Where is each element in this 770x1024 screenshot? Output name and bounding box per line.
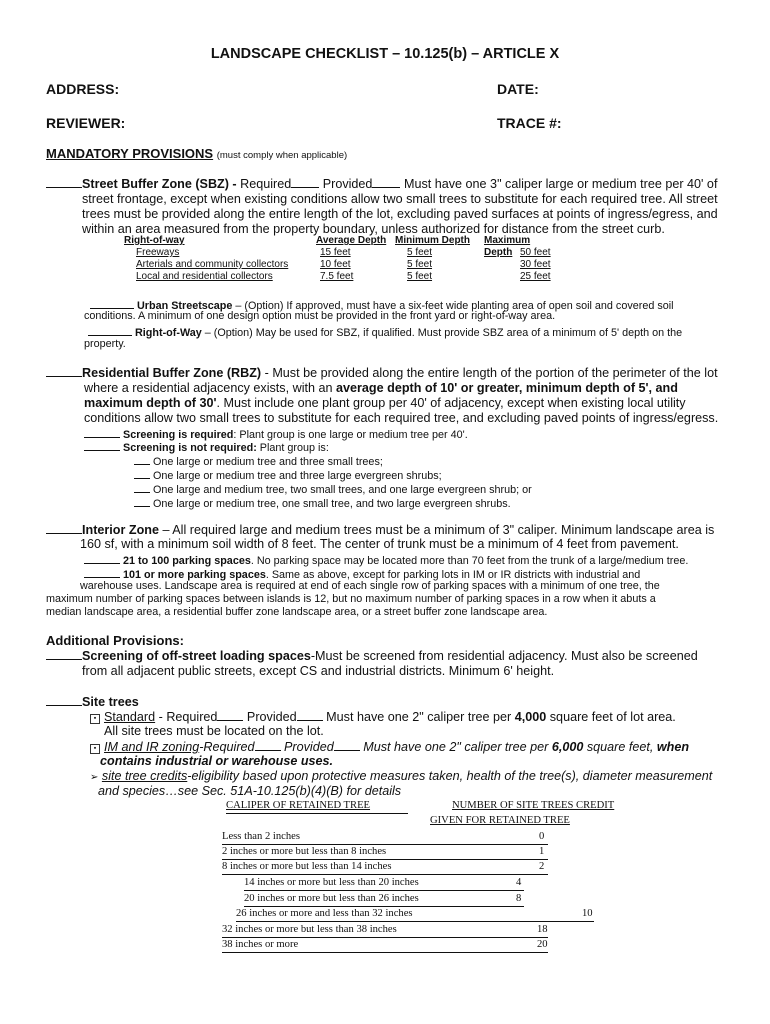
rbz-title: Residential Buffer Zone (RBZ): [82, 366, 262, 380]
rbz-screening-required: Screening is required: Plant group is one large or medium tree per 40'.: [84, 426, 468, 442]
urban-check-blank[interactable]: [90, 297, 134, 309]
im-provided-blank[interactable]: [334, 739, 360, 751]
interior-line2: 160 sf, with a minimum soil width of 8 feet. The center of trunk must be a minimum of 4 feet from pavement.: [80, 537, 679, 551]
table-cell: 5 feet: [407, 259, 433, 270]
sbz-line1: Street Buffer Zone (SBZ) - Required Provided Must have one 3" caliper large or medium tree per 40' of: [46, 176, 717, 193]
row-rule: [222, 952, 548, 953]
table-header: Average Depth: [316, 235, 387, 246]
sbz-text: Must have one 3" caliper large or medium tree per 40' of: [403, 177, 718, 191]
checkbox-icon[interactable]: ▪: [90, 714, 100, 724]
credit-row-value: 0: [539, 831, 545, 842]
row-rule: [244, 906, 524, 907]
sbz-line2: street frontage, except when existing conditions allow two small trees to substitute for each required tree. All street: [82, 192, 718, 206]
trace-label: TRACE #:: [497, 115, 562, 131]
interior-p5: median landscape area, a residential buffer zone landscape area, or a street buffer zone landscape area.: [46, 606, 548, 618]
table-cell: 50 feet: [520, 247, 551, 258]
additional-heading: Additional Provisions:: [46, 633, 184, 648]
arrow-bullet-icon: ➢: [90, 772, 99, 783]
site-trees-title: Site trees: [82, 695, 139, 709]
parking-101-plus-blank[interactable]: [84, 566, 120, 578]
date-label: DATE:: [497, 81, 539, 97]
interior-p3: warehouse uses. Landscape area is required at end of each single row of parking spaces with a minimum of one tree, the: [80, 580, 660, 592]
interior-title: Interior Zone: [82, 523, 159, 537]
credit-row-value: 4: [516, 877, 522, 888]
credit-row-value: 8: [516, 893, 522, 904]
plant-option: One large or medium tree and three large evergreen shrubs;: [134, 467, 442, 483]
table-cell: 5 feet: [407, 271, 433, 282]
credit-row-value: 2: [539, 861, 545, 872]
loading-line2: from all adjacent public streets, except CS and industrial districts. Minimum 6' height.: [82, 664, 555, 678]
urban-line2: conditions. A minimum of one design option must be provided in the front yard or right-of-way area.: [84, 310, 556, 322]
credit-row-label: 20 inches or more but less than 26 inches: [244, 893, 419, 904]
site-trees-check-blank[interactable]: [46, 694, 82, 706]
row-rule: [222, 859, 548, 860]
table-cell: 5 feet: [407, 247, 433, 258]
parking-21-100: 21 to 100 parking spaces. No parking space may be located more than 70 feet from the trunk of a large/medium tree.: [84, 552, 688, 568]
credit-row-label: 32 inches or more but less than 38 inches: [222, 924, 397, 935]
row-rule: [222, 844, 548, 845]
rbz-line1: Residential Buffer Zone (RBZ) - Must be provided along the entire length of the portion of the perimeter of the lot: [46, 365, 718, 382]
urban-line1: Urban Streetscape – (Option) If approved, must have a six-feet wide planting area of open soil and covered soil: [90, 297, 674, 313]
credit-row-label: 38 inches or more: [222, 939, 299, 950]
plant-option-blank[interactable]: [134, 481, 150, 493]
im-required-blank[interactable]: [255, 739, 281, 751]
table-cell: 30 feet: [520, 259, 551, 270]
site-standard-line2: All site trees must be located on the lot.: [104, 724, 324, 738]
table-cell: 10 feet: [320, 259, 351, 270]
screening-required-blank[interactable]: [84, 426, 120, 438]
credit-row-label: 8 inches or more but less than 14 inches: [222, 861, 392, 872]
table-cell: 15 feet: [320, 247, 351, 258]
table-cell: 7.5 feet: [320, 271, 354, 282]
plant-option-blank[interactable]: [134, 453, 150, 465]
header-rule: [226, 813, 408, 814]
interior-check-blank[interactable]: [46, 522, 82, 534]
sbz-provided-blank[interactable]: [372, 176, 400, 188]
page-title: LANDSCAPE CHECKLIST – 10.125(b) – ARTICLE X: [210, 46, 560, 62]
credit-row-label: 26 inches or more and less than 32 inches: [236, 908, 413, 919]
credit-row-label: Less than 2 inches: [222, 831, 300, 842]
table-cell: Arterials and community collectors: [136, 259, 289, 270]
credit-row-label: 14 inches or more but less than 20 inches: [244, 877, 419, 888]
rbz-screening-not-required: Screening is not required: Plant group is:: [84, 439, 329, 455]
std-provided-blank[interactable]: [297, 709, 323, 721]
row-rule: [244, 890, 524, 891]
plant-option: One large and medium tree, two small trees, and one large evergreen shrub; or: [134, 481, 532, 497]
site-im-line1: ▪ IM and IR zoning-Required Provided Must have one 2" caliper tree per 6,000 square feet, when: [90, 739, 689, 756]
plant-option: One large or medium tree, one small tree, and two large evergreen shrubs.: [134, 495, 511, 511]
sbz-line4: within an area measured from the property boundary, unless authorized for distance from the street curb.: [82, 222, 665, 236]
credit-row-value: 1: [539, 846, 545, 857]
sbz-title: Street Buffer Zone (SBZ) -: [82, 177, 241, 191]
credit-col-header: NUMBER OF SITE TREES CREDIT: [452, 800, 615, 811]
credit-row-label: 2 inches or more but less than 8 inches: [222, 846, 387, 857]
table-cell: Freeways: [136, 247, 180, 258]
credit-col-header: GIVEN FOR RETAINED TREE: [430, 815, 570, 826]
rbz-line3: maximum depth of 30'. Must include one plant group per 40' of adjacency, except when existing local utility: [84, 396, 686, 410]
plant-option-blank[interactable]: [134, 467, 150, 479]
row-line1: Right-of-Way – (Option) May be used for SBZ, if qualified. Must provide SBZ area of a minimum of 5' depth on the: [88, 324, 682, 340]
loading-line1: Screening of off-street loading spaces-Must be screened from residential adjacency. Must also be screened: [46, 648, 698, 665]
table-header: Right-of-way: [124, 235, 185, 246]
loading-check-blank[interactable]: [46, 648, 82, 660]
plant-option: One large or medium tree and three small trees;: [134, 453, 383, 469]
table-cell: 25 feet: [520, 271, 551, 282]
std-required-blank[interactable]: [217, 709, 243, 721]
row-rule: [222, 937, 548, 938]
credit-row-value: 18: [537, 924, 548, 935]
rbz-line2: where a residential adjacency exists, with an average depth of 10' or greater, minimum depth of 5', and: [84, 381, 678, 395]
mandatory-heading: [46, 146, 347, 161]
row-rule: [236, 921, 594, 922]
credit-row-value: 10: [582, 908, 593, 919]
address-label: ADDRESS:: [46, 81, 120, 97]
row-check-blank[interactable]: [88, 324, 132, 336]
sbz-required-blank[interactable]: [291, 176, 319, 188]
table-header: Maximum Depth: [484, 235, 531, 258]
parking-101-plus: 101 or more parking spaces. Same as above, except for parking lots in IM or IR districts with industrial and: [84, 566, 640, 582]
table-cell: Local and residential collectors: [136, 271, 273, 282]
checkbox-icon[interactable]: ▪: [90, 744, 100, 754]
site-credit-line2: and species…see Sec. 51A-10.125(b)(4)(B) for details: [98, 784, 402, 798]
mandatory-title: MANDATORY PROVISIONS: [46, 146, 214, 161]
screening-not-required-blank[interactable]: [84, 439, 120, 451]
site-standard-line1: ▪ Standard - Required Provided Must have one 2" caliper tree per 4,000 square feet of lot area.: [90, 709, 676, 726]
credit-col-header: CALIPER OF RETAINED TREE: [226, 800, 371, 811]
plant-option-blank[interactable]: [134, 495, 150, 507]
table-header: Minimum Depth: [395, 235, 470, 246]
interior-p4: maximum number of parking spaces between islands is 12, but no maximum number of parking spaces in a row when it abuts a: [46, 593, 656, 605]
site-im-line2: contains industrial or warehouse uses.: [100, 754, 334, 768]
mandatory-note: (must comply when applicable): [216, 150, 348, 161]
interior-line1: Interior Zone – All required large and medium trees must be a minimum of 3" caliper. Minimum landscape area is: [46, 522, 714, 539]
rbz-check-blank[interactable]: [46, 365, 82, 377]
rbz-line4: conditions allow two small trees to substitute for each required tree, and excluding paved points of ingress/egress.: [84, 411, 719, 425]
site-credit-line1: ➢ site tree credits-eligibility based upon protective measures taken, health of the tree(s), diameter measurement: [90, 769, 713, 783]
sbz-line3: trees must be provided along the entire length of the lot, excluding paved surfaces at points of ingress/egress, and: [82, 207, 718, 221]
credit-row-value: 20: [537, 939, 548, 950]
sbz-check-blank[interactable]: [46, 176, 82, 188]
parking-21-100-blank[interactable]: [84, 552, 120, 564]
row-line2: property.: [84, 338, 126, 350]
reviewer-label: REVIEWER:: [46, 115, 126, 131]
row-rule: [222, 874, 548, 875]
